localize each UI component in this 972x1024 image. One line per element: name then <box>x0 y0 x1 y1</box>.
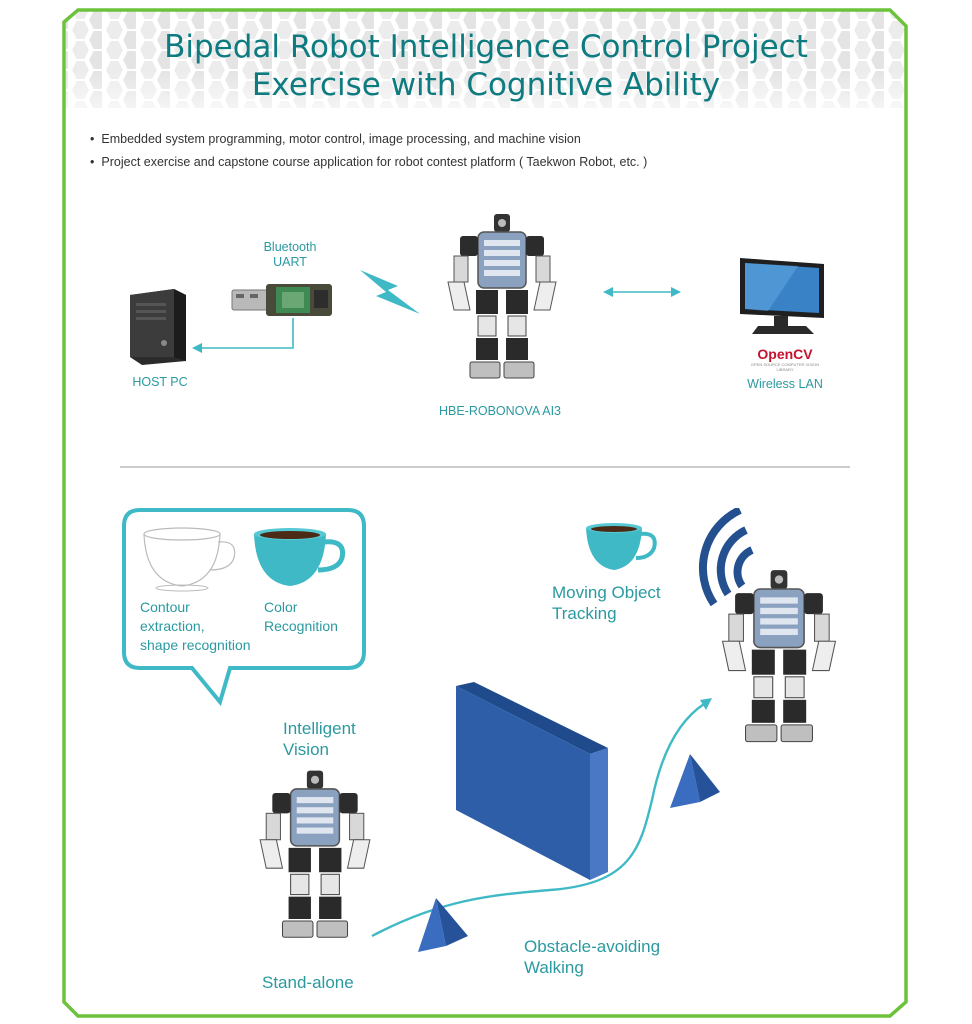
wireless-bolt-icon <box>358 268 422 318</box>
contour-label <box>140 598 251 655</box>
host-pc-label: HOST PC <box>132 375 188 389</box>
bullet-item: • Embedded system programming, motor control, image processing, and machine vision <box>90 128 647 151</box>
color-line-1: Color <box>264 599 298 615</box>
vision-line-1: Intelligent <box>283 719 356 738</box>
opencv-logo-text: OpenCV <box>757 346 813 362</box>
robot-label: HBE-ROBONOVA AI3 <box>438 404 562 418</box>
host-pc-icon <box>124 285 190 367</box>
obstacle-triangle-2 <box>664 752 724 812</box>
contour-line-3: shape recognition <box>140 637 251 653</box>
page-title <box>70 28 902 104</box>
tracking-robot-icon <box>714 566 844 750</box>
color-recognition-label <box>264 598 338 636</box>
tracking-line-1: Moving Object <box>552 583 661 602</box>
obstacle-line-1: Obstacle-avoiding <box>524 937 661 956</box>
color-line-2: Recognition <box>264 618 338 634</box>
bullet-item: • Project exercise and capstone course application for robot contest platform ( Taekwon Robot, etc. ) <box>90 151 647 174</box>
obstacle-triangle-1 <box>412 896 472 956</box>
tracking-line-2: Tracking <box>552 604 617 623</box>
outline-cup-icon <box>142 526 242 592</box>
tracked-cup-icon <box>584 520 662 574</box>
tracking-label <box>552 582 661 624</box>
wireless-lan-label: Wireless LAN <box>747 377 823 391</box>
bullet-list <box>90 128 647 174</box>
opencv-tagline: OPEN SOURCE COMPUTER VISION LIBRARY <box>750 362 820 372</box>
standalone-label: Stand-alone <box>262 973 354 992</box>
vision-line-2: Vision <box>283 740 329 759</box>
bluetooth-label <box>250 240 330 270</box>
obstacle-walking-label <box>524 936 660 978</box>
color-cup-icon <box>252 526 348 592</box>
double-arrow-icon <box>603 284 681 300</box>
contour-line-2: extraction, <box>140 618 205 634</box>
title-line-2: Exercise with Cognitive Ability <box>251 67 721 103</box>
uart-connection-arrow <box>190 318 300 354</box>
title-line-1: Bipedal Robot Intelligence Control Project <box>164 29 808 65</box>
robot-icon <box>440 210 564 386</box>
monitor-icon <box>738 256 830 336</box>
intelligent-vision-label <box>283 718 356 760</box>
bluetooth-line-2: UART <box>273 255 307 269</box>
contour-line-1: Contour <box>140 599 190 615</box>
obstacle-line-2: Walking <box>524 958 584 977</box>
bluetooth-dongle-icon <box>230 280 340 322</box>
bluetooth-line-1: Bluetooth <box>263 240 317 254</box>
opencv-logo <box>745 346 825 372</box>
